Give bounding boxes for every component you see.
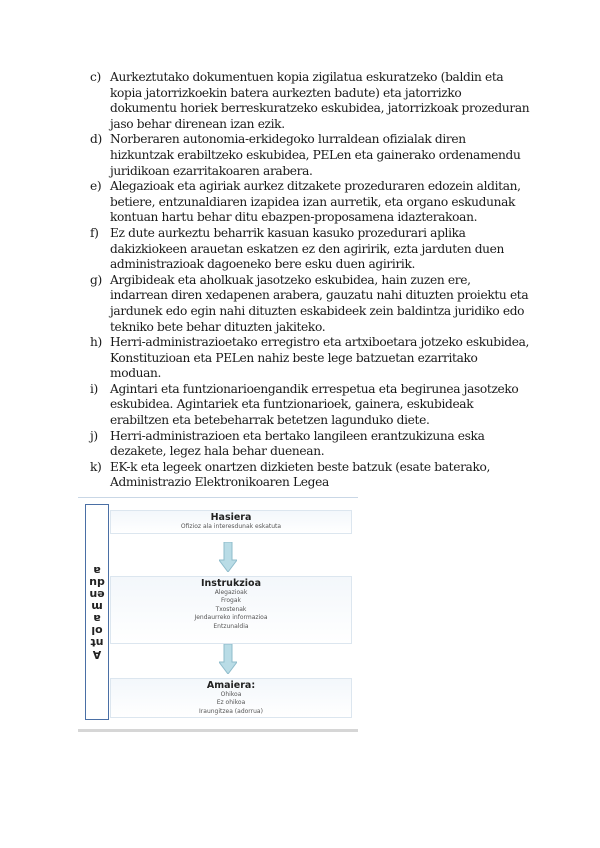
- list-item: [90, 382, 530, 429]
- stage-line: Ez ohikoa: [216, 699, 246, 707]
- list-item-text: Argibideak eta aholkuak jasotzeko eskubidea, hain zuzen ere, indarrean diren xedapenen arabera, gauzatu nahi dituzten proiektu eta jardunek edo egin nahi dituzten eskabideek zein baldintza juridiko edo tekniko bete behar dituzten jakiteko.: [110, 272, 529, 334]
- stage-line: Txostenak: [215, 605, 247, 613]
- procedure-diagram: [78, 497, 358, 732]
- stage-line: Ohikoa: [220, 691, 242, 698]
- list-item: [90, 179, 530, 226]
- list-item-text: Ez dute aurkeztu beharrik kasuan kasuko prozedurari aplika dakizkiokeen arauetan eskatzen ez den agiririk, ezta jarduten duen administrazioak dagoeneko bere esku duen agiririk.: [110, 225, 505, 272]
- stage-box-amaiera: [110, 678, 352, 718]
- list-item-text: Herri-administrazioetako erregistro eta artxiboetara jotzeko eskubidea, Konstituzioan eta PELen nahiz beste lege batzuetan ezarritako moduan.: [110, 335, 530, 381]
- list-marker: c): [90, 70, 101, 84]
- list-marker: k): [90, 459, 102, 474]
- list-marker: f): [90, 225, 99, 240]
- list-marker: e): [90, 179, 102, 194]
- diagram-side-bar: [85, 504, 109, 720]
- list-item: [90, 335, 530, 382]
- list-marker: j): [90, 428, 98, 443]
- stage-line: Ofizioz ala interesdunak eskatuta: [180, 523, 282, 530]
- stage-line: Entzunaldia: [213, 622, 249, 630]
- list-item: [90, 429, 530, 460]
- list-marker: d): [90, 132, 102, 147]
- list-item-text: Norberaren autonomia-erkidegoko lurraldean ofizialak diren hizkuntzak erabiltzeko eskubidea, PELen eta gainerako ordenamendu juridikoan ezarritakoaren arabera.: [110, 132, 521, 178]
- list-item-text: Aurkeztutako dokumentuen kopia zigilatua eskuratzeko (baldin eta kopia jatorrizkoekin batera aurkezten badute) eta jatorrizko dokumentu horiek berreskuratzeko eskubidea, jatorrizkoak prozeduran jaso behar direnean izan ezik.: [110, 70, 530, 131]
- down-arrow-icon: [219, 542, 237, 572]
- list-item-text: Herri-administrazioen eta bertako langileen erantzukizuna eska dezakete, legez hala behar duenean.: [110, 428, 485, 459]
- stage-box-hasiera: [110, 510, 352, 534]
- stage-box-instrukzioa: [110, 576, 352, 644]
- list-item-text: Agintari eta funtzionarioengandik errespetua eta begirunea jasotzeko eskubidea. Agintariek eta funtzionarioek, gainera, eskubideak erabiltzen eta betebeharrak betetzen lagunduko diete.: [110, 381, 519, 428]
- rights-list: [90, 70, 530, 491]
- stage-line: Alegazioak: [214, 589, 248, 596]
- stage-title: Hasiera: [210, 512, 252, 523]
- list-item-text: Alegazioak eta agiriak aurkez ditzakete prozeduraren edozein alditan, betiere, entzunaldiaren izapidea izan aurretik, eta organo eskudunak kontuan hartu behar ditu ebazpen-proposamena idazterakoan.: [110, 179, 521, 225]
- list-item: [90, 460, 530, 491]
- stage-line: Jendaurreko informazioa: [194, 614, 268, 622]
- stage-line: Iraungitzea (adorrua): [199, 707, 263, 715]
- list-item-text: EK-k eta legeek onartzen dizkieten beste batzuk (esate baterako, Administrazio Elektronikoaren Legea: [110, 459, 491, 490]
- list-item: [90, 70, 530, 132]
- list-marker: h): [90, 335, 102, 350]
- list-item: [90, 132, 530, 179]
- list-item: [90, 226, 530, 273]
- diagram-side-label: Antolamendua: [89, 564, 105, 661]
- down-arrow-icon: [219, 644, 237, 674]
- stage-title: Amaiera:: [206, 680, 256, 691]
- list-item: [90, 273, 530, 335]
- list-marker: g): [90, 272, 102, 287]
- list-marker: i): [90, 381, 98, 396]
- stage-title: Instrukzioa: [201, 578, 261, 589]
- stage-line: Frogak: [221, 597, 241, 605]
